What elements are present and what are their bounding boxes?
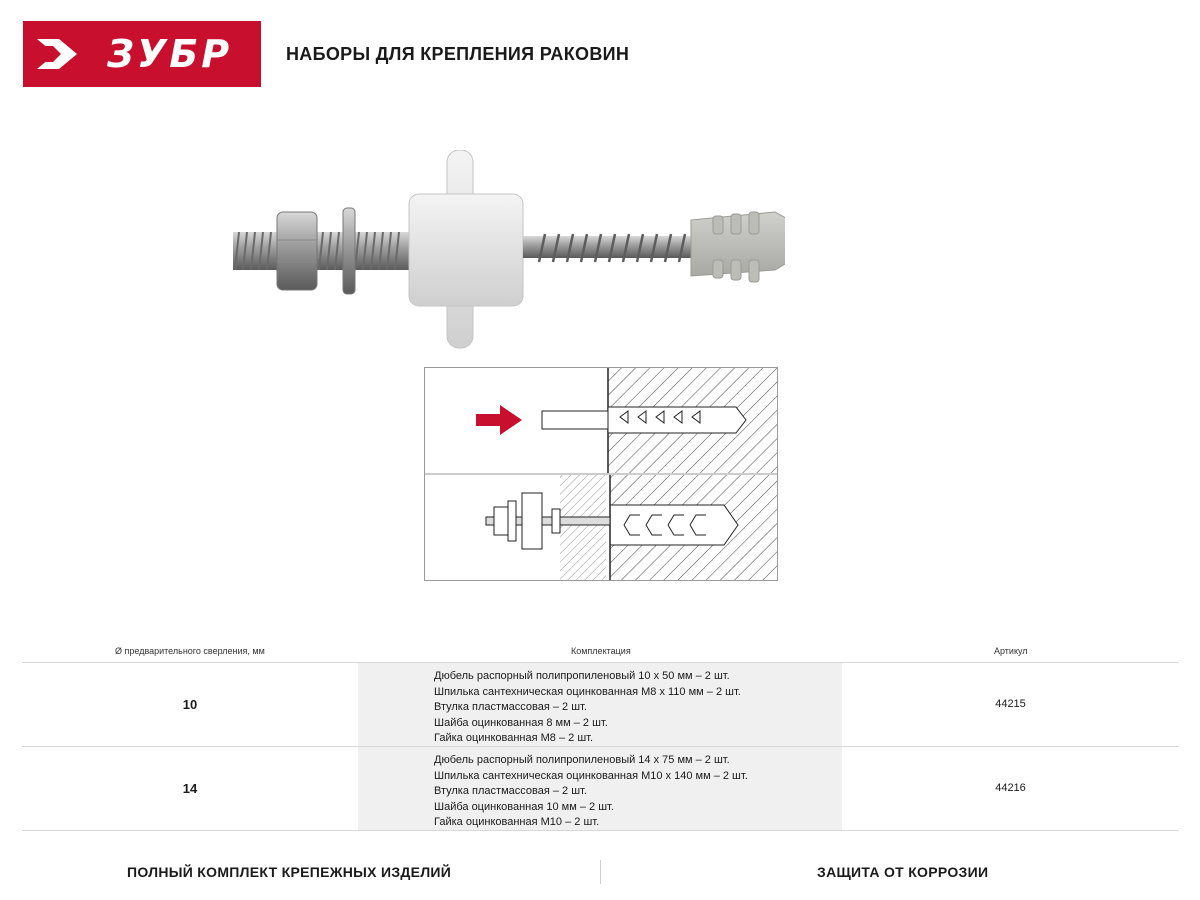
row-article: 44215 [995, 698, 1026, 710]
row-diameter: 14 [182, 781, 198, 796]
brand-name: ЗУБР [107, 32, 233, 76]
page-title: НАБОРЫ ДЛЯ КРЕПЛЕНИЯ РАКОВИН [286, 44, 630, 64]
feature-divider [600, 860, 601, 884]
list-item: Гайка оцинкованная М8 – 2 шт. [434, 732, 594, 744]
list-item: Дюбель распорный полипропиленовый 10 х 50 мм – 2 шт. [434, 670, 730, 682]
brand-logo [23, 21, 261, 87]
header-drill-diameter: Ø предварительного сверления, мм [115, 646, 265, 656]
row-items [434, 669, 741, 747]
list-item: Шайба оцинкованная 10 мм – 2 шт. [434, 800, 614, 813]
table-divider [22, 830, 1179, 831]
list-item: Дюбель распорный полипропиленовый 14 х 75 мм – 2 шт. [434, 754, 730, 766]
header-article: Артикул [994, 646, 1028, 656]
row-diameter: 10 [182, 697, 198, 712]
header-contents: Комплектация [571, 646, 631, 656]
list-item: Втулка пластмассовая – 2 шт. [434, 701, 587, 713]
row-article: 44216 [995, 782, 1026, 794]
table-row [22, 746, 1179, 831]
list-item: Шпилька сантехническая оцинкованная М8 х 110 мм – 2 шт. [434, 685, 741, 698]
list-item: Гайка оцинкованная М10 – 2 шт. [434, 816, 600, 828]
list-item: Шайба оцинкованная 8 мм – 2 шт. [434, 716, 608, 729]
product-image [225, 150, 785, 350]
list-item: Шпилька сантехническая оцинкованная М10 х 140 мм – 2 шт. [434, 769, 748, 782]
feature-corrosion-protection: ЗАЩИТА ОТ КОРРОЗИИ [817, 864, 989, 880]
feature-full-kit: ПОЛНЫЙ КОМПЛЕКТ КРЕПЕЖНЫХ ИЗДЕЛИЙ [127, 864, 452, 880]
installation-diagram [424, 367, 778, 581]
row-items [434, 753, 748, 831]
list-item: Втулка пластмассовая – 2 шт. [434, 785, 587, 797]
table-row [22, 662, 1179, 747]
